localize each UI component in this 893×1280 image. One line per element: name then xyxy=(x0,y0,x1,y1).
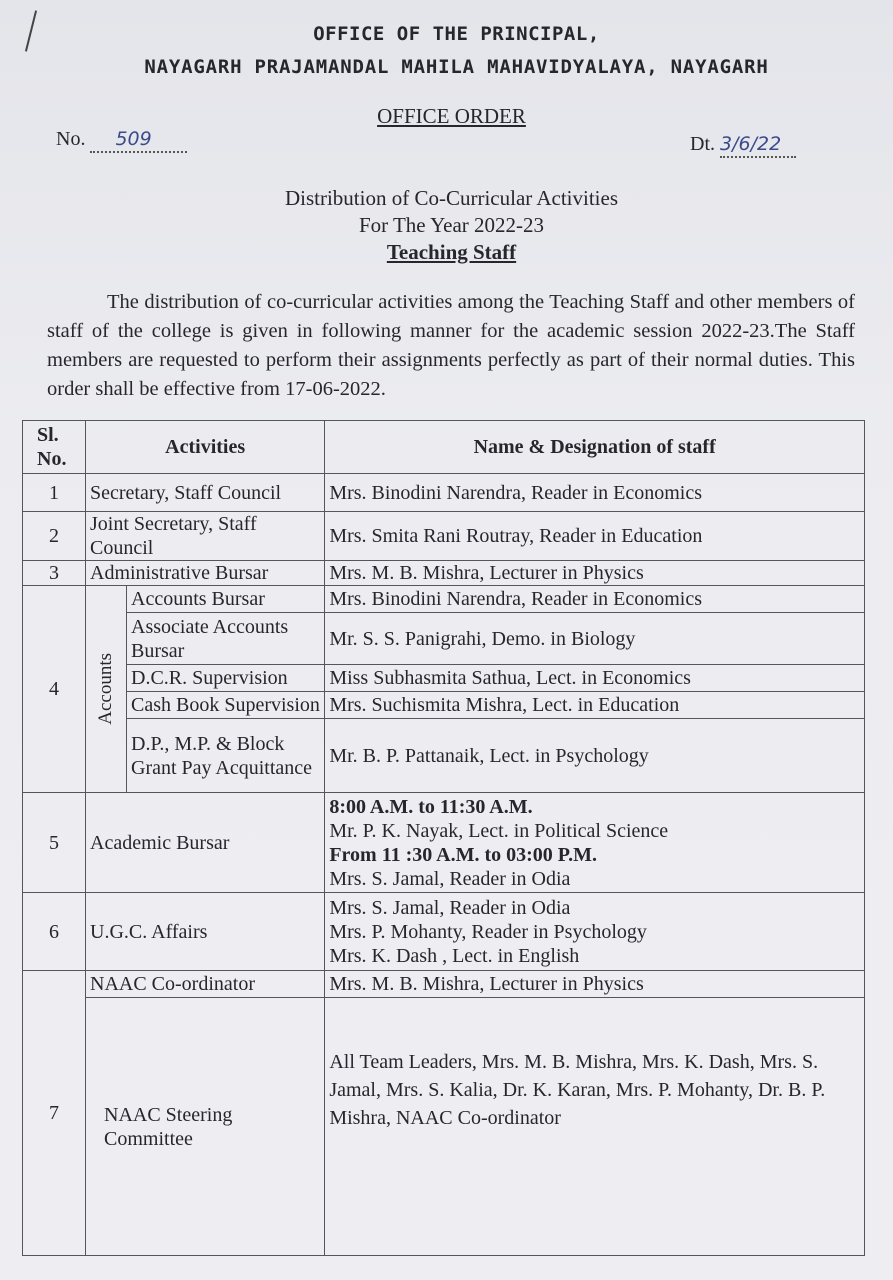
row-activity: D.P., M.P. & Block Grant Pay Acquittance xyxy=(127,719,325,793)
order-number-label: No. xyxy=(56,128,91,150)
table-row xyxy=(23,692,865,719)
row-staff: Mr. S. S. Panigrahi, Demo. in Biology xyxy=(325,613,865,665)
table-row xyxy=(23,613,865,665)
row-activity: U.G.C. Affairs xyxy=(86,893,325,971)
office-heading: OFFICE OF THE PRINCIPAL, xyxy=(313,23,600,45)
row-staff: Mrs. M. B. Mishra, Lecturer in Physics xyxy=(325,561,865,586)
row-activity: Administrative Bursar xyxy=(86,561,325,586)
row-staff: Mrs. Smita Rani Routray, Reader in Education xyxy=(325,512,865,561)
order-date xyxy=(690,133,796,158)
time-slot-1: 8:00 A.M. to 11:30 A.M. xyxy=(329,795,533,818)
row-staff: Mrs. Binodini Narendra, Reader in Economics xyxy=(325,586,865,613)
table-row xyxy=(23,586,865,613)
header-activities: Activities xyxy=(86,421,325,474)
row-staff xyxy=(325,793,865,893)
staff-1: Mr. P. K. Nayak, Lect. in Political Science xyxy=(329,819,669,842)
staff-2: Mrs. S. Jamal, Reader in Odia xyxy=(329,867,571,890)
row-sl: 7 xyxy=(23,971,86,1256)
row-activity: NAAC Steering Committee xyxy=(86,998,325,1256)
subtitle-line-3: Teaching Staff xyxy=(386,240,517,264)
row-sl: 1 xyxy=(23,474,86,512)
row-activity: Associate Accounts Bursar xyxy=(127,613,325,665)
row-sl: 3 xyxy=(23,561,86,586)
header-staff: Name & Designation of staff xyxy=(325,421,865,474)
row-activity: Accounts Bursar xyxy=(127,586,325,613)
staff-3: Mrs. K. Dash , Lect. in English xyxy=(329,944,580,967)
row-staff: Mrs. Suchismita Mishra, Lect. in Education xyxy=(325,692,865,719)
order-number xyxy=(56,128,187,153)
row-sl: 5 xyxy=(23,793,86,893)
row-sl: 4 xyxy=(23,586,86,793)
order-date-field xyxy=(720,133,796,158)
row-staff: Miss Subhasmita Sathua, Lect. in Economics xyxy=(325,665,865,692)
table-row xyxy=(23,893,865,971)
order-number-field xyxy=(90,128,186,153)
table-header-row xyxy=(23,421,865,474)
row-activity: D.C.R. Supervision xyxy=(127,665,325,692)
header-sl-no: Sl. No. xyxy=(23,421,86,474)
table-row xyxy=(23,665,865,692)
row-staff: All Team Leaders, Mrs. M. B. Mishra, Mrs. K. Dash, Mrs. S. Jamal, Mrs. S. Kalia, Dr. K. Karan, Mrs. P. Mohanty, Dr. B. P. Mishra, NAAC Co-ordinator xyxy=(325,998,865,1256)
order-date-value: 3/6/22 xyxy=(720,133,782,155)
row-sl: 6 xyxy=(23,893,86,971)
order-title: OFFICE ORDER xyxy=(377,104,526,128)
row-activity: Cash Book Supervision xyxy=(127,692,325,719)
row-activity: Academic Bursar xyxy=(86,793,325,893)
order-number-value: 509 xyxy=(115,128,152,150)
table-row xyxy=(23,971,865,998)
row-staff xyxy=(325,893,865,971)
table-row xyxy=(23,793,865,893)
table-row xyxy=(23,474,865,512)
row-sl: 2 xyxy=(23,512,86,561)
row-staff: Mr. B. P. Pattanaik, Lect. in Psychology xyxy=(325,719,865,793)
subtitle-line-2: For The Year 2022-23 xyxy=(358,213,545,237)
table-row xyxy=(23,561,865,586)
table-row xyxy=(23,512,865,561)
table-row xyxy=(23,719,865,793)
row-staff: Mrs. Binodini Narendra, Reader in Economics xyxy=(325,474,865,512)
time-slot-2: From 11 :30 A.M. to 03:00 P.M. xyxy=(329,843,598,866)
row-activity: NAAC Co-ordinator xyxy=(86,971,325,998)
row-activity: Joint Secretary, Staff Council xyxy=(86,512,325,561)
accounts-group-label: Accounts xyxy=(95,653,116,725)
table-row xyxy=(23,998,865,1256)
row-activity: Secretary, Staff Council xyxy=(86,474,325,512)
accounts-group-cell xyxy=(86,586,127,793)
row-staff: Mrs. M. B. Mishra, Lecturer in Physics xyxy=(325,971,865,998)
staff-2: Mrs. P. Mohanty, Reader in Psychology xyxy=(329,920,647,943)
intro-paragraph: The distribution of co-curricular activities among the Teaching Staff and other members of staff of the college is given in following manner for the academic session 2022-23.The Staff members are requested to perform their assignments perfectly as part of their normal duties. This order shall be effective from 17-06-2022. xyxy=(47,291,855,400)
college-heading: NAYAGARH PRAJAMANDAL MAHILA MAHAVIDYALAYA, NAYAGARH xyxy=(144,56,769,78)
subtitle-line-1: Distribution of Co-Curricular Activities xyxy=(284,186,619,210)
staff-1: Mrs. S. Jamal, Reader in Odia xyxy=(329,896,571,919)
order-date-label: Dt. xyxy=(690,133,720,155)
activities-table xyxy=(22,420,865,1256)
